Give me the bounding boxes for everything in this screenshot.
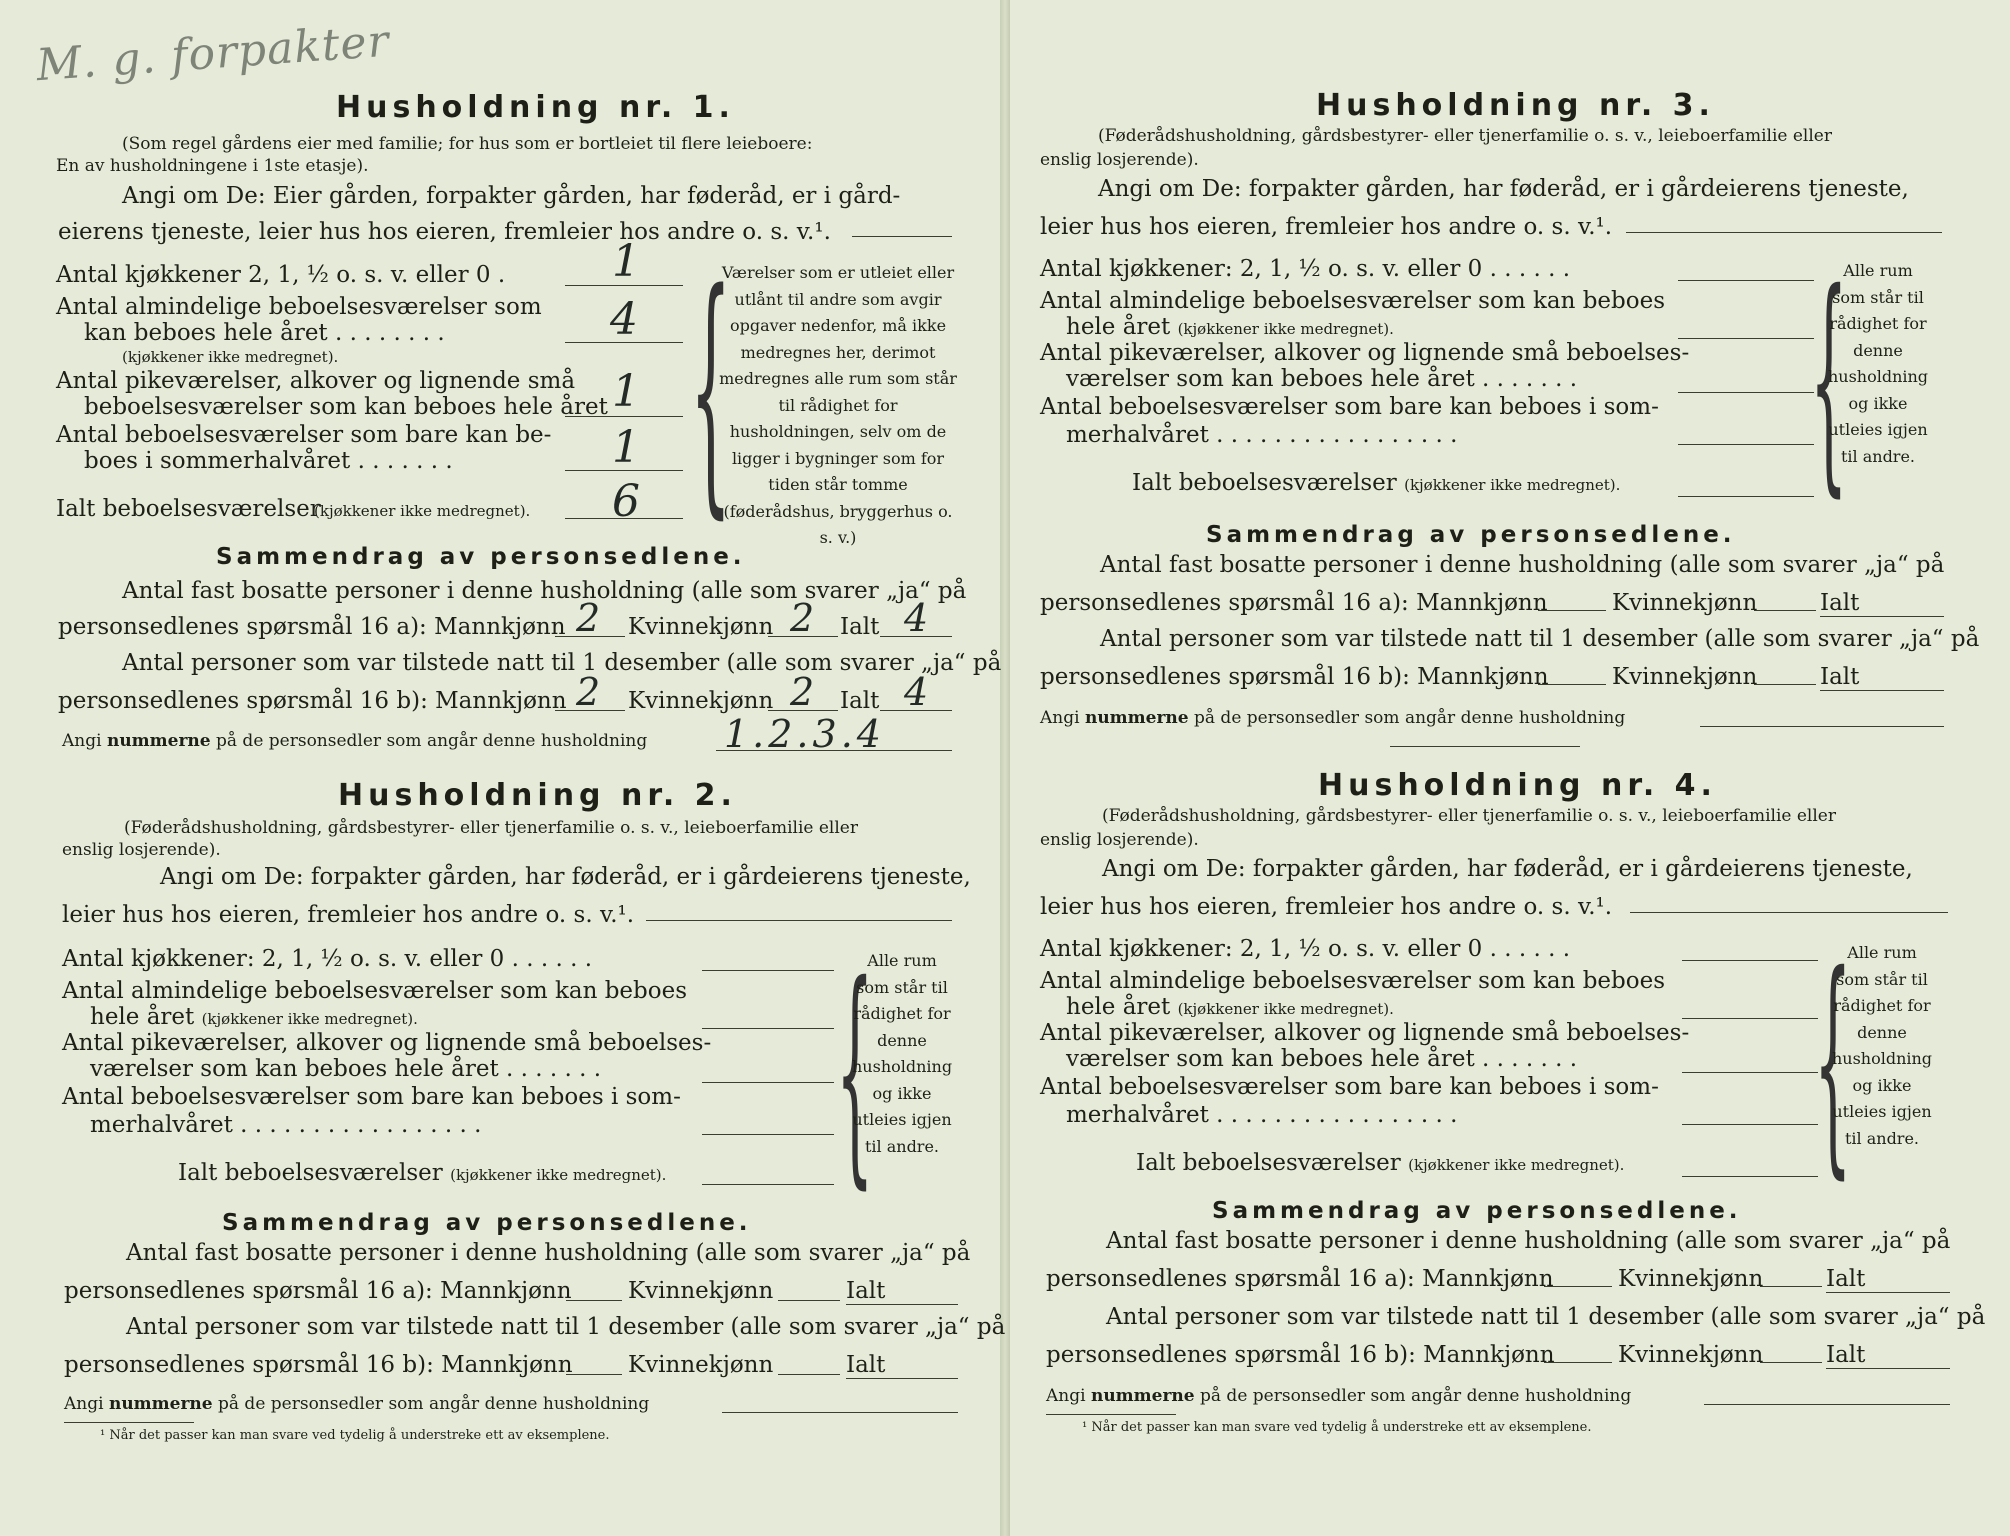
h3-angi-2: leier hus hos eieren, fremleier hos andre o. s. v.¹. (1040, 214, 1613, 240)
h2-tilst-ialt-label: Ialt (846, 1352, 886, 1378)
left-footnote: ¹ Når det passer kan man svare ved tydelig å understreke ett av eksemplene. (100, 1428, 610, 1443)
h2-angi-1: Angi om De: forpakter gården, har føderåd, er i gårdeierens tjeneste, (160, 864, 971, 890)
h3-tilst-1: Antal personer som var tilstede natt til 1 desember (alle som svarer „ja“ på (1100, 626, 1980, 652)
h4-tilst-1: Antal personer som var tilstede natt til 1 desember (alle som svarer „ja“ på (1106, 1304, 1986, 1330)
h2-pike-2: værelser som kan beboes hele året . . . . . . . (90, 1056, 602, 1082)
h4-fast-1: Antal fast bosatte personer i denne husholdning (alle som svarer „ja“ på (1106, 1228, 1951, 1254)
h4-alm-2: hele året (kjøkkener ikke medregnet). (1066, 994, 1394, 1020)
h4-angi-1: Angi om De: forpakter gården, har føderåd, er i gårdeierens tjeneste, (1102, 856, 1913, 882)
right-footnote: ¹ Når det passer kan man svare ved tydelig å understreke ett av eksemplene. (1082, 1420, 1592, 1435)
h3-fast-ialt-label: Ialt (1820, 590, 1860, 616)
h1-note-block: Værelser som er utleiet eller utlånt til andre som avgir opgaver nedenfor, må ikke medregnes her, derimot medregnes alle rum som står til rådighet for husholdningen, selv om de ligger i bygninger som for tiden står tomme (føderådshus, bryggerhus o. s. v.) (719, 263, 957, 547)
h3-fast-kvinne-label: Kvinnekjønn (1612, 590, 1758, 616)
h2-alm-1: Antal almindelige beboelsesværelser som kan beboes (62, 978, 688, 1004)
h4-fast-ialt-label: Ialt (1826, 1266, 1866, 1292)
h4-subtitle-2: enslig losjerende). (1040, 830, 1199, 850)
h1-tilst-kvinne: 2 (790, 670, 815, 714)
h4-alle-rum: Alle rum som står til rådighet for denne husholdning og ikke utleies igjen til andre. (1831, 943, 1933, 1148)
h3-alm-2: hele året (kjøkkener ikke medregnet). (1066, 314, 1394, 340)
h1-fast-1: Antal fast bosatte personer i denne husholdning (alle som svarer „ja“ på (122, 578, 967, 604)
h1-pike-2: beboelsesværelser som kan beboes hele året (84, 394, 608, 420)
h3-tilst-2: personsedlenes spørsmål 16 b): Mannkjønn (1040, 664, 1549, 690)
h2-fast-2: personsedlenes spørsmål 16 a): Mannkjønn (64, 1278, 572, 1304)
h1-pike-value: 1 (612, 366, 640, 417)
h1-angi-num: Angi nummerne på de personsedler som angår denne husholdning (62, 731, 648, 751)
h1-alm-3: (kjøkkener ikke medregnet). (122, 348, 339, 366)
page-spine (1000, 0, 1010, 1536)
h1-sommer-2: boes i sommerhalvåret . . . . . . . (84, 448, 453, 474)
h3-fast-1: Antal fast bosatte personer i denne husholdning (alle som svarer „ja“ på (1100, 552, 1945, 578)
h1-angi-2: eierens tjeneste, leier hus hos eieren, fremleier hos andre o. s. v.¹. (58, 219, 831, 245)
h1-alm-value: 4 (610, 294, 638, 345)
h4-fast-kvinne-label: Kvinnekjønn (1618, 1266, 1764, 1292)
h3-tilst-ialt-label: Ialt (1820, 664, 1860, 690)
h1-nummerne: 1.2.3.4 (724, 712, 885, 756)
margin-note-pencil: M. g. forpakter (34, 15, 392, 92)
h4-pike-2: værelser som kan beboes hele året . . . . . . . (1066, 1046, 1578, 1072)
h1-tilst-ialt-label: Ialt (840, 688, 880, 714)
h3-alle-rum: Alle rum som står til rådighet for denne husholdning og ikke utleies igjen til andre. (1827, 261, 1929, 466)
h2-angi-num: Angi nummerne på de personsedler som angår denne husholdning (64, 1394, 650, 1414)
h1-angi-1: Angi om De: Eier gården, forpakter gården, har føderåd, er i gård- (122, 183, 901, 209)
h3-pike-1: Antal pikeværelser, alkover og lignende små beboelses- (1040, 340, 1690, 366)
h3-tilst-kvinne-label: Kvinnekjønn (1612, 664, 1758, 690)
h1-kjok-value: 1 (612, 236, 640, 287)
h1-tilst-2: personsedlenes spørsmål 16 b): Mannkjønn (58, 688, 567, 714)
h1-subtitle-2: En av husholdningene i 1ste etasje). (56, 156, 369, 176)
h4-sammendrag: Sammendrag av personsedlene. (1212, 1198, 1742, 1224)
h3-pike-2: værelser som kan beboes hele året . . . . . . . (1066, 366, 1578, 392)
h2-title: Husholdning nr. 2. (338, 778, 737, 813)
h3-sammendrag: Sammendrag av personsedlene. (1206, 522, 1736, 548)
h2-tilst-1: Antal personer som var tilstede natt til 1 desember (alle som svarer „ja“ på (126, 1314, 1006, 1340)
h1-pike-1: Antal pikeværelser, alkover og lignende små (56, 368, 576, 394)
h1-ialt-value: 6 (612, 476, 640, 527)
h2-tilst-kvinne-label: Kvinnekjønn (628, 1352, 774, 1378)
h1-fast-kvinne-label: Kvinnekjønn (628, 614, 774, 640)
h2-sommer-2: merhalvåret . . . . . . . . . . . . . . . . . (90, 1112, 482, 1138)
h1-fast-2: personsedlenes spørsmål 16 a): Mannkjønn (58, 614, 566, 640)
h4-ialt-label: Ialt beboelsesværelser (kjøkkener ikke medregnet). (1136, 1150, 1625, 1176)
h1-alm-2: kan beboes hele året . . . . . . . . (84, 320, 445, 346)
h4-fast-2: personsedlenes spørsmål 16 a): Mannkjønn (1046, 1266, 1554, 1292)
h2-alm-2: hele året (kjøkkener ikke medregnet). (90, 1004, 418, 1030)
h1-tilst-1: Antal personer som var tilstede natt til 1 desember (alle som svarer „ja“ på (122, 650, 1002, 676)
h3-kjok: Antal kjøkkener: 2, 1, ½ o. s. v. eller 0 . . . . . . (1040, 256, 1571, 282)
h1-ialt-note: (kjøkkener ikke medregnet). (314, 502, 531, 520)
h1-fast-ialt-label: Ialt (840, 614, 880, 640)
h4-sommer-2: merhalvåret . . . . . . . . . . . . . . . . . (1066, 1102, 1458, 1128)
h3-subtitle-2: enslig losjerende). (1040, 150, 1199, 170)
h4-angi-num: Angi nummerne på de personsedler som angår denne husholdning (1046, 1386, 1632, 1406)
h2-fast-ialt-label: Ialt (846, 1278, 886, 1304)
h4-title: Husholdning nr. 4. (1318, 768, 1717, 803)
h2-fast-1: Antal fast bosatte personer i denne husholdning (alle som svarer „ja“ på (126, 1240, 971, 1266)
h4-pike-1: Antal pikeværelser, alkover og lignende små beboelses- (1040, 1020, 1690, 1046)
h4-alm-1: Antal almindelige beboelsesværelser som kan beboes (1040, 968, 1666, 994)
h4-tilst-ialt-label: Ialt (1826, 1342, 1866, 1368)
left-page: M. g. forpakter Husholdning nr. 1. (Som regel gårdens eier med familie; for hus som er bortleiet til flere leieboere: En av husholdningene i 1ste etasje). Angi om De: Eier gården, forpakter gården, har føderåd, er i gård- eierens tjeneste, leier hus hos eieren, fremleier hos andre o. s. v.¹. Antal kjøkkener 2, 1, ½ o. s. v. eller 0 . 1 Antal almindelige beboelsesværelser som kan beboes hele året . . . . . . . . (kjøkkener ikke medregnet). 4 Antal pikeværelser, alkover og lignende små beboelsesværelser som kan beboes hele året 1 Antal beboelsesværelser som bare kan be- boes i sommerhalvåret . . . . . . . 1 Ialt beboelsesværelser (kjøkkener ikke medregnet). 6 { Værelser som er utleiet eller utlånt til andre som avgir opgaver nedenfor, må ikke medregnes her, derimot medregnes alle rum som står til rådighet for husholdningen, selv om de ligger i bygninger som for tiden står tomme (føderådshus, bryggerhus o. s. v.) Sammendrag av personsedlene. Antal fast bosatte personer i denne husholdning (alle som svarer „ja“ på personsedlenes spørsmål 16 a): Mannkjønn 2 Kvinnekjønn 2 Ialt 4 Antal personer som var tilstede natt til 1 desember (alle som svarer „ja“ på personsedlenes spørsmål 16 b): Mannkjønn 2 Kvinnekjønn 2 Ialt 4 Angi nummerne på de personsedler som angår denne husholdning 1.2.3.4 Husholdning nr. 2. (Føderådshusholdning, gårdsbestyrer- eller tjenerfamilie o. s. v., leieboerfamilie eller enslig losjerende). Angi om De: forpakter gården, har føderåd, er i gårdeierens tjeneste, leier hus hos eieren, fremleier hos andre o. s. v.¹. Antal kjøkkener: 2, 1, ½ o. s. v. eller 0 . . . . . . Antal almindelige beboelsesværelser som kan beboes hele året (kjøkkener ikke medregnet). Antal pikeværelser, alkover og lignende små beboelses- værelser som kan beboes hele året . . . . . . . Antal beboelsesværelser som bare kan beboes i som- merhalvåret . . . . . . . . . . . . . . . . . Ialt beboelsesværelser (kjøkkener ikke medregnet). { Alle rum som står til rådighet for denne husholdning og ikke utleies igjen til andre. Sammendrag av personsedlene. Antal fast bosatte personer i denne husholdning (alle som svarer „ja“ på personsedlenes spørsmål 16 a): Mannkjønn Kvinnekjønn Ialt Antal personer som var tilstede natt til 1 desember (alle som svarer „ja“ på personsedlenes spørsmål 16 b): Mannkjønn Kvinnekjønn Ialt Angi nummerne på de personsedler som angår denne husholdning ¹ Når det passer kan man svare ved tydelig å understreke ett av eksemplene. (34, 15, 1006, 1443)
h1-alm-1: Antal almindelige beboelsesværelser som (56, 294, 542, 320)
h1-sammendrag: Sammendrag av personsedlene. (216, 544, 746, 570)
h2-angi-2: leier hus hos eieren, fremleier hos andre o. s. v.¹. (62, 902, 635, 928)
h4-kjok: Antal kjøkkener: 2, 1, ½ o. s. v. eller 0 . . . . . . (1040, 936, 1571, 962)
h2-subtitle-1: (Føderådshusholdning, gårdsbestyrer- eller tjenerfamilie o. s. v., leieboerfamilie eller (124, 818, 858, 838)
h2-tilst-2: personsedlenes spørsmål 16 b): Mannkjønn (64, 1352, 573, 1378)
h2-pike-1: Antal pikeværelser, alkover og lignende små beboelses- (62, 1030, 712, 1056)
h4-subtitle-1: (Føderådshusholdning, gårdsbestyrer- eller tjenerfamilie o. s. v., leieboerfamilie eller (1102, 806, 1836, 826)
h3-sommer-1: Antal beboelsesværelser som bare kan beboes i som- (1040, 394, 1659, 420)
h3-angi-num: Angi nummerne på de personsedler som angår denne husholdning (1040, 708, 1626, 728)
h1-ialt-label: Ialt beboelsesværelser (56, 496, 321, 522)
h3-sommer-2: merhalvåret . . . . . . . . . . . . . . . . . (1066, 422, 1458, 448)
h2-fast-kvinne-label: Kvinnekjønn (628, 1278, 774, 1304)
h2-sommer-1: Antal beboelsesværelser som bare kan beboes i som- (62, 1084, 681, 1110)
h2-subtitle-2: enslig losjerende). (62, 840, 221, 860)
h1-kjok-label: Antal kjøkkener 2, 1, ½ o. s. v. eller 0 . (56, 262, 506, 288)
h1-fast-ialt: 4 (904, 596, 929, 640)
h2-sammendrag: Sammendrag av personsedlene. (222, 1210, 752, 1236)
h1-fast-mann: 2 (576, 596, 601, 640)
h4-tilst-2: personsedlenes spørsmål 16 b): Mannkjønn (1046, 1342, 1555, 1368)
h4-tilst-kvinne-label: Kvinnekjønn (1618, 1342, 1764, 1368)
h1-tilst-ialt: 4 (904, 670, 929, 714)
h1-subtitle-1: (Som regel gårdens eier med familie; for hus som er bortleiet til flere leieboere: (122, 134, 813, 154)
h4-sommer-1: Antal beboelsesværelser som bare kan beboes i som- (1040, 1074, 1659, 1100)
h3-subtitle-1: (Føderådshusholdning, gårdsbestyrer- eller tjenerfamilie o. s. v., leieboerfamilie eller (1098, 126, 1832, 146)
h3-angi-1: Angi om De: forpakter gården, har føderåd, er i gårdeierens tjeneste, (1098, 176, 1909, 202)
h2-ialt-label: Ialt beboelsesværelser (kjøkkener ikke medregnet). (178, 1160, 667, 1186)
h3-ialt-label: Ialt beboelsesværelser (kjøkkener ikke medregnet). (1132, 470, 1621, 496)
right-page: Husholdning nr. 3. (Føderådshusholdning, gårdsbestyrer- eller tjenerfamilie o. s. v., leieboerfamilie eller enslig losjerende). Angi om De: forpakter gården, har føderåd, er i gårdeierens tjeneste, leier hus hos eieren, fremleier hos andre o. s. v.¹. Antal kjøkkener: 2, 1, ½ o. s. v. eller 0 . . . . . . Antal almindelige beboelsesværelser som kan beboes hele året (kjøkkener ikke medregnet). Antal pikeværelser, alkover og lignende små beboelses- værelser som kan beboes hele året . . . . . . . Antal beboelsesværelser som bare kan beboes i som- merhalvåret . . . . . . . . . . . . . . . . . Ialt beboelsesværelser (kjøkkener ikke medregnet). { Alle rum som står til rådighet for denne husholdning og ikke utleies igjen til andre. Sammendrag av personsedlene. Antal fast bosatte personer i denne husholdning (alle som svarer „ja“ på personsedlenes spørsmål 16 a): Mannkjønn Kvinnekjønn Ialt Antal personer som var tilstede natt til 1 desember (alle som svarer „ja“ på personsedlenes spørsmål 16 b): Mannkjønn Kvinnekjønn Ialt Angi nummerne på de personsedler som angår denne husholdning Husholdning nr. 4. (Føderådshusholdning, gårdsbestyrer- eller tjenerfamilie o. s. v., leieboerfamilie eller enslig losjerende). Angi om De: forpakter gården, har føderåd, er i gårdeierens tjeneste, leier hus hos eieren, fremleier hos andre o. s. v.¹. Antal kjøkkener: 2, 1, ½ o. s. v. eller 0 . . . . . . Antal almindelige beboelsesværelser som kan beboes hele året (kjøkkener ikke medregnet). Antal pikeværelser, alkover og lignende små beboelses- værelser som kan beboes hele året . . . . . . . Antal beboelsesværelser som bare kan beboes i som- merhalvåret . . . . . . . . . . . . . . . . . Ialt beboelsesværelser (kjøkkener ikke medregnet). { Alle rum som står til rådighet for denne husholdning og ikke utleies igjen til andre. Sammendrag av personsedlene. Antal fast bosatte personer i denne husholdning (alle som svarer „ja“ på personsedlenes spørsmål 16 a): Mannkjønn Kvinnekjønn Ialt Antal personer som var tilstede natt til 1 desember (alle som svarer „ja“ på personsedlenes spørsmål 16 b): Mannkjønn Kvinnekjønn Ialt Angi nummerne på de personsedler som angår denne husholdning ¹ Når det passer kan man svare ved tydelig å understreke ett av eksemplene. (1040, 88, 1986, 1435)
h1-tilst-mann: 2 (576, 670, 601, 714)
h1-sommer-1: Antal beboelsesværelser som bare kan be- (56, 422, 552, 448)
h4-angi-2: leier hus hos eieren, fremleier hos andre o. s. v.¹. (1040, 894, 1613, 920)
h3-fast-2: personsedlenes spørsmål 16 a): Mannkjønn (1040, 590, 1548, 616)
h2-alle-rum: Alle rum som står til rådighet for denne husholdning og ikke utleies igjen til andre. (852, 951, 953, 1156)
h1-sommer-value: 1 (612, 422, 640, 473)
h1-tilst-kvinne-label: Kvinnekjønn (628, 688, 774, 714)
h1-fast-kvinne: 2 (790, 596, 815, 640)
h1-title: Husholdning nr. 1. (336, 90, 735, 125)
h3-title: Husholdning nr. 3. (1316, 88, 1715, 123)
h3-alm-1: Antal almindelige beboelsesværelser som kan beboes (1040, 288, 1666, 314)
h2-kjok: Antal kjøkkener: 2, 1, ½ o. s. v. eller 0 . . . . . . (62, 946, 593, 972)
